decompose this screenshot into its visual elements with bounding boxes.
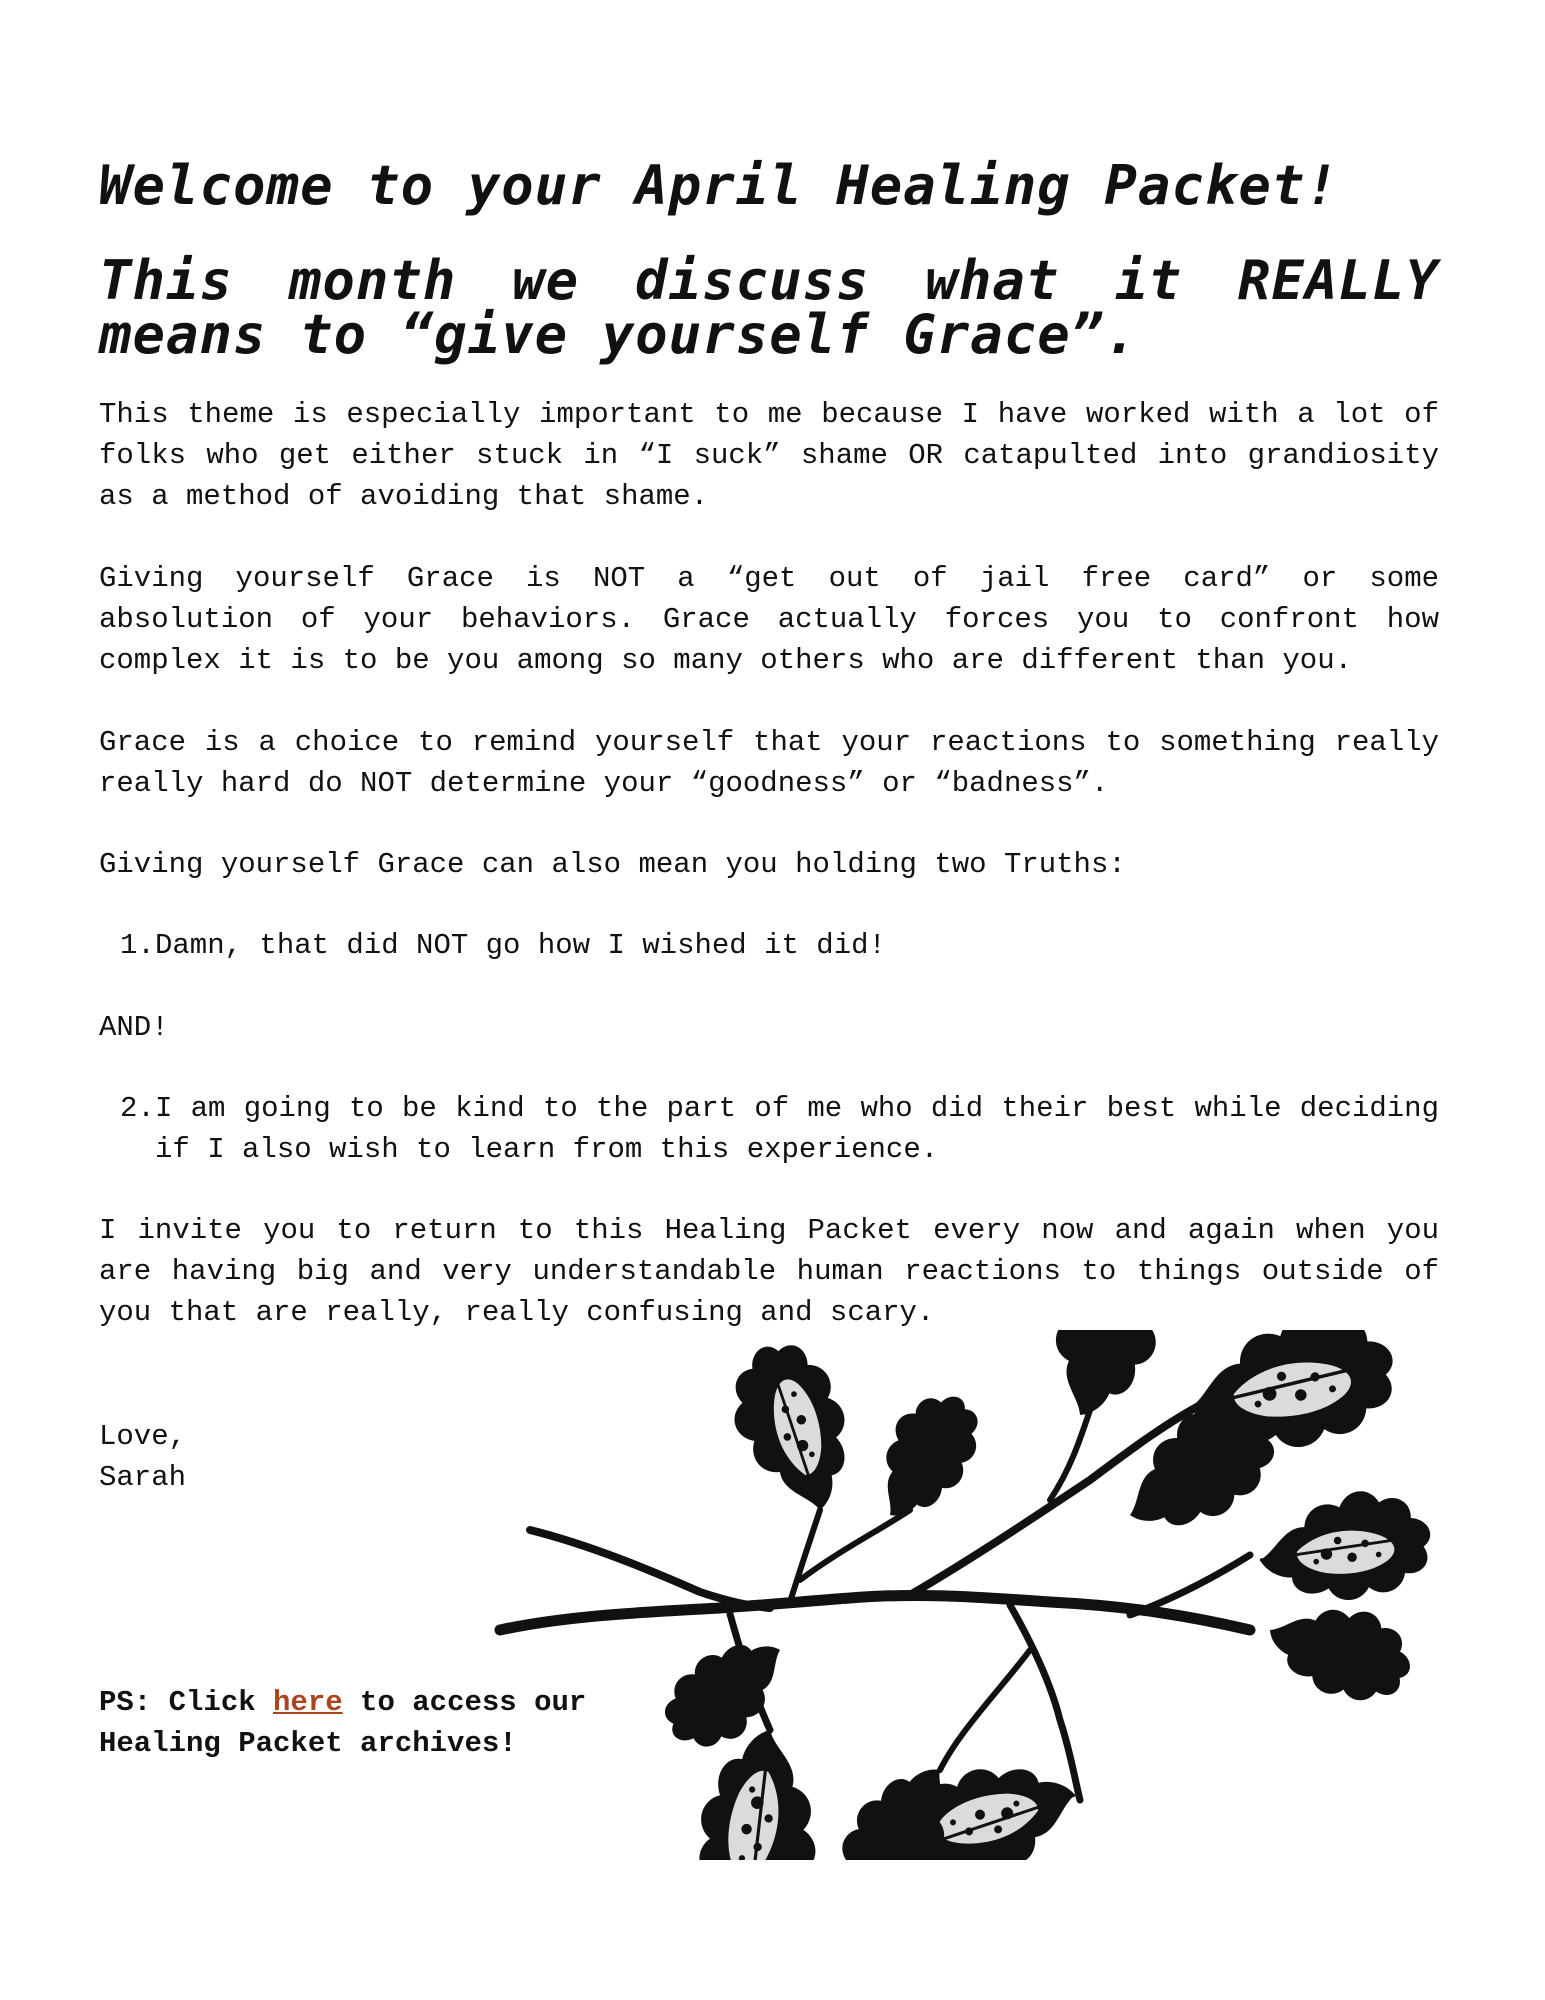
signoff-name: Sarah <box>99 1461 187 1494</box>
invitation-paragraph: I invite you to return to this Healing Packet every now and again when you are having big and very understandable human reactions to things outside of you that are really, really confusing and scary. <box>99 1214 1439 1329</box>
list-number: 2. <box>120 1092 155 1125</box>
oak-branch-illustration-icon <box>490 1330 1470 1860</box>
grace-not-free-card-paragraph: Giving yourself Grace is NOT a “get out of jail free card” or some absolution of your behaviors. Grace actually forces you to confront how complex it is to be you among so many others who are different than you. <box>99 562 1439 677</box>
signoff-closing: Love, <box>99 1420 187 1453</box>
intro-paragraph: This theme is especially important to me because I have worked with a lot of folks who get either stuck in “I suck” shame OR catapulted into grandiosity as a method of avoiding that shame. <box>99 398 1439 513</box>
truth-list-item-2 <box>99 1088 1439 1170</box>
list-text: Damn, that did NOT go how I wished it did! <box>155 929 886 962</box>
postscript-suffix: to access our Healing Packet archives! <box>99 1686 587 1760</box>
truth-list-item-1 <box>99 925 1439 966</box>
two-truths-paragraph: Giving yourself Grace can also mean you holding two Truths: <box>99 848 1126 881</box>
list-number: 1. <box>120 929 155 962</box>
postscript-prefix: PS: Click <box>99 1686 274 1719</box>
theme-heading: This month we discuss what it REALLY means to “give yourself Grace”. <box>99 249 1439 366</box>
welcome-heading: Welcome to your April Healing Packet! <box>99 154 1339 217</box>
list-text: I am going to be kind to the part of me who did their best while deciding if I also wish to learn from this experience. <box>155 1092 1439 1166</box>
grace-choice-paragraph: Grace is a choice to remind yourself that your reactions to something really really hard do NOT determine your “goodness” or “badness”. <box>99 726 1439 800</box>
archives-link[interactable]: here <box>273 1686 343 1719</box>
and-connector: AND! <box>99 1011 169 1044</box>
